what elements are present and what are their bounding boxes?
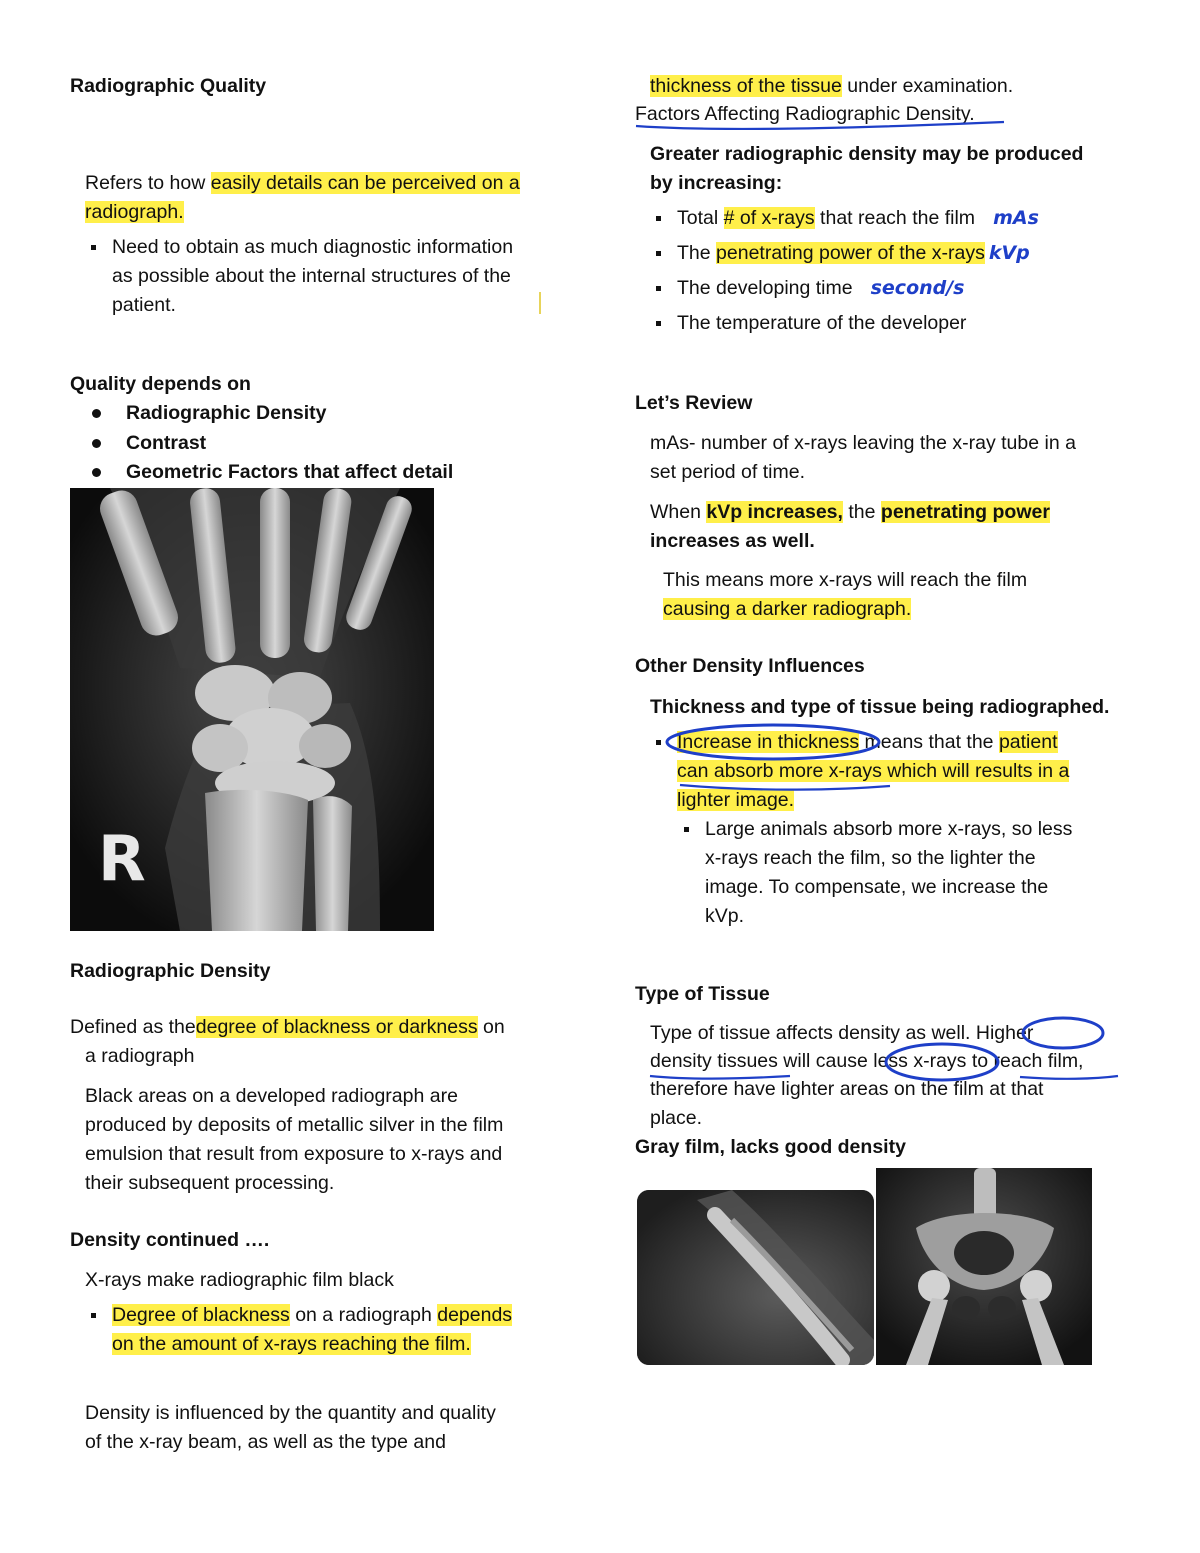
intro-highlight-2: radiograph. — [85, 201, 184, 223]
intro-line-2 — [85, 198, 184, 227]
list-item: The penetrating power of the x-rays kVp — [677, 239, 1039, 268]
thickness-type-text: Thickness and type of tissue being radiographed. — [650, 696, 1110, 718]
higher-circle — [1023, 1018, 1103, 1048]
black-areas-3: emulsion that result from exposure to x-rays and — [85, 1143, 503, 1165]
handwritten-kvp-note: kVp — [988, 242, 1030, 264]
leg-xray-image — [637, 1190, 874, 1365]
tissue-line-1: Type of tissue affects density as well. Higher — [650, 1022, 1034, 1044]
quality-list — [126, 399, 453, 488]
list-item: Contrast — [126, 429, 453, 459]
means-line-1: This means more x-rays will reach the film — [663, 569, 1028, 591]
wrist-xray-drawing — [70, 488, 434, 931]
page-title: Radiographic Quality — [70, 75, 267, 97]
factors-heading: Factors Affecting Radiographic Density. — [635, 103, 975, 125]
factors-list — [677, 204, 1039, 338]
means-line-2: causing a darker radiograph. — [663, 598, 912, 620]
kvp-line-2: increases as well. — [650, 530, 815, 552]
list-item: Degree of blackness on a radiograph depends on the amount of x-rays reaching the film. — [112, 1301, 512, 1359]
mas-line-2: set period of time. — [650, 461, 805, 483]
degree-bullet-list — [112, 1301, 512, 1359]
large-animals-list — [705, 815, 1072, 931]
list-item: Large animals absorb more x-rays, so less x-rays reach the film, so the lighter the image. To compensate, we increase the kVp. — [705, 815, 1072, 931]
pelvis-xray-drawing — [876, 1168, 1092, 1365]
list-item: Radiographic Density — [126, 399, 453, 429]
list-item: The developing time second/s — [677, 274, 1039, 303]
greater-line-2: by increasing: — [650, 172, 783, 194]
leg-xray-drawing — [637, 1190, 874, 1365]
handwritten-mas-note: mAs — [993, 207, 1039, 229]
review-heading: Let’s Review — [635, 392, 753, 414]
gray-film-caption: Gray film, lacks good density — [635, 1136, 906, 1158]
thickness-list — [677, 728, 1069, 815]
list-item: Geometric Factors that affect detail — [126, 458, 453, 488]
continued-heading: Density continued …. — [70, 1229, 270, 1251]
intro-highlight-1: easily details can be perceived on a — [210, 172, 520, 194]
black-areas-1: Black areas on a developed radiograph are — [85, 1085, 458, 1107]
defined-highlight: degree of blackness or darkness — [195, 1016, 478, 1038]
intro-bullet-list — [112, 233, 513, 320]
defined-line-2: a radiograph — [85, 1045, 195, 1067]
mas-line-1: mAs- number of x-rays leaving the x-ray tube in a — [650, 432, 1076, 454]
intro-line-1 — [85, 169, 520, 198]
black-areas-4: their subsequent processing. — [85, 1172, 335, 1194]
tissue-line-4: place. — [650, 1107, 703, 1129]
intro-text: Refers to how — [85, 172, 211, 194]
greater-line-1: Greater radiographic density may be produced — [650, 143, 1084, 165]
pelvis-xray-image — [876, 1168, 1092, 1365]
quality-heading: Quality depends on — [70, 373, 251, 395]
xrays-make-text: X-rays make radiographic film black — [85, 1269, 394, 1291]
other-heading: Other Density Influences — [635, 655, 865, 677]
continuation-line: thickness of the tissue under examination. — [650, 75, 1014, 97]
tissue-line-2: density tissues will cause less x-rays to reach film, — [650, 1050, 1084, 1072]
handwritten-seconds-note: second/s — [870, 277, 965, 299]
black-areas-2: produced by deposits of metallic silver in the film — [85, 1114, 504, 1136]
tissue-heading: Type of Tissue — [635, 983, 770, 1005]
list-item: Increase in thickness means that the patient can absorb more x-rays which will results in a lighter image. — [677, 728, 1069, 815]
list-item: Need to obtain as much diagnostic information as possible about the internal structures of the patient. — [112, 233, 513, 320]
list-item: The temperature of the developer — [677, 309, 1039, 338]
defined-line-1: Defined as thedegree of blackness or darkness on — [70, 1016, 505, 1038]
influenced-line-2: of the x-ray beam, as well as the type and — [85, 1431, 446, 1453]
xray-marker-r: R — [98, 822, 146, 895]
wrist-xray-image — [70, 488, 434, 931]
kvp-line-1: When kVp increases, the penetrating power — [650, 501, 1050, 523]
density-heading: Radiographic Density — [70, 960, 271, 982]
tissue-line-3: therefore have lighter areas on the film at that — [650, 1078, 1044, 1100]
list-item: Total # of x-rays that reach the film mAs — [677, 204, 1039, 233]
influenced-line-1: Density is influenced by the quantity and quality — [85, 1402, 496, 1424]
